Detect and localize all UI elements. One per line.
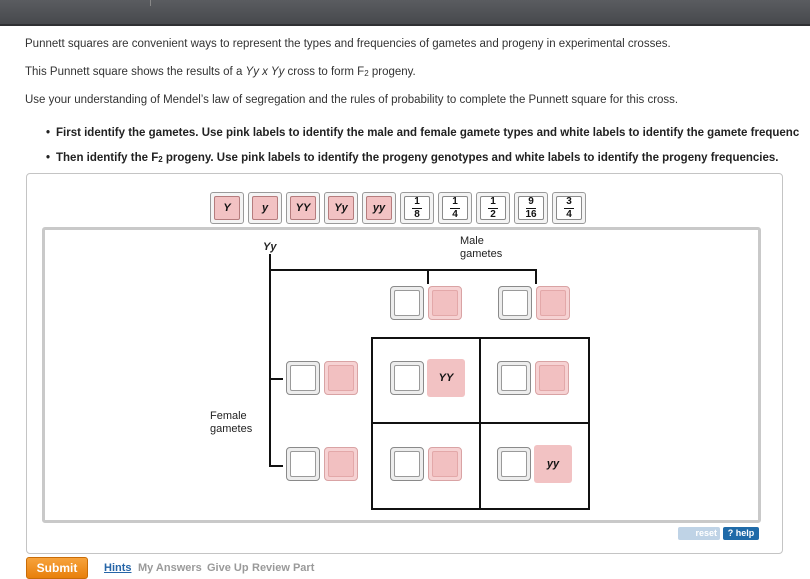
progeny-frequency-slot-1-1[interactable] <box>390 361 424 395</box>
male-gamete-frequency-slot-2[interactable] <box>498 286 532 320</box>
female-tick-line-2 <box>269 465 283 467</box>
label-text: Y <box>214 196 240 220</box>
progeny-genotype-slot-2-1[interactable] <box>428 447 462 481</box>
intro-line-2-post: progeny. <box>368 66 416 78</box>
intro-line-3: Use your understanding of Mendel’s law of segregation and the rules of probability to complete the Punnett square for this cross. <box>25 94 679 106</box>
female-gamete-type-slot-2[interactable] <box>324 447 358 481</box>
fraction <box>488 197 498 220</box>
cross-notation: Yy x Yy <box>245 66 285 78</box>
label-YY[interactable] <box>286 192 320 224</box>
instruction-text-1: First identify the gametes. Use pink labels to identify the male and female gamete types and white labels to identify the gamete frequenc <box>56 127 800 139</box>
f2-subscript: 2 <box>364 69 369 78</box>
intro-line-2-pre: This Punnett square shows the results of a <box>25 66 246 78</box>
fraction-denominator: 2 <box>490 208 496 220</box>
punnett-cell-2-1 <box>371 422 481 510</box>
submit-button[interactable]: Submit <box>26 557 88 579</box>
male-gametes-label: Male gametes <box>460 235 503 260</box>
label-Y[interactable] <box>210 192 244 224</box>
label-one-quarter[interactable] <box>438 192 472 224</box>
give-up-link[interactable]: Give Up <box>207 562 249 574</box>
intro-line-2 <box>25 66 416 78</box>
fraction-denominator: 4 <box>452 208 458 220</box>
female-gametes-label: Female gametes <box>210 410 253 435</box>
intro-line-2-mid: cross to form F <box>284 66 365 78</box>
progeny-frequency-slot-2-2[interactable] <box>497 447 531 481</box>
label-yy[interactable] <box>362 192 396 224</box>
female-gamete-frequency-slot-2[interactable] <box>286 447 320 481</box>
label-text: Yy <box>328 196 354 220</box>
progeny-genotype-slot-1-2[interactable] <box>535 361 569 395</box>
label-one-half[interactable] <box>476 192 510 224</box>
male-drop-line-1 <box>427 269 429 284</box>
label-text: yy <box>366 196 392 220</box>
label-one-eighth[interactable] <box>400 192 434 224</box>
top-toolbar <box>0 0 810 26</box>
bullet-dot: • <box>46 127 51 139</box>
review-part-link[interactable]: Review Part <box>252 562 315 574</box>
male-gamete-frequency-slot-1[interactable] <box>390 286 424 320</box>
label-Yy[interactable] <box>324 192 358 224</box>
help-button[interactable]: ? help <box>723 527 759 540</box>
label-nine-sixteenths[interactable] <box>514 192 548 224</box>
male-branch-line <box>269 269 537 271</box>
instruction-bullet-2 <box>46 152 778 164</box>
fraction-denominator: 4 <box>566 208 572 220</box>
reset-button[interactable]: reset <box>678 527 720 540</box>
progeny-frequency-slot-2-1[interactable] <box>390 447 424 481</box>
fraction-numerator: 1 <box>490 195 496 207</box>
label-text: YY <box>290 196 316 220</box>
my-answers-link[interactable]: My Answers <box>138 562 202 574</box>
progeny-genotype-label-2-2[interactable]: yy <box>534 445 572 483</box>
female-branch-line <box>269 254 271 467</box>
progeny-genotype-label-1-1[interactable]: YY <box>427 359 465 397</box>
instruction-bullet-1 <box>46 127 799 139</box>
label-three-quarters[interactable] <box>552 192 586 224</box>
fraction <box>412 197 422 220</box>
label-y[interactable] <box>248 192 282 224</box>
male-gamete-type-slot-2[interactable] <box>536 286 570 320</box>
fraction-denominator: 16 <box>525 208 537 220</box>
instruction-text-2-pre: Then identify the F <box>56 152 159 164</box>
fraction-denominator: 8 <box>414 208 420 220</box>
fraction-numerator: 1 <box>452 195 458 207</box>
female-gamete-frequency-slot-1[interactable] <box>286 361 320 395</box>
female-gamete-type-slot-1[interactable] <box>324 361 358 395</box>
intro-line-1: Punnett squares are convenient ways to represent the types and frequencies of gametes and progeny in experimental crosses. <box>25 38 671 50</box>
fraction-numerator: 1 <box>414 195 420 207</box>
female-tick-line-1 <box>269 378 283 380</box>
parent-genotype: Yy <box>263 241 277 253</box>
fraction <box>564 197 574 220</box>
fraction <box>450 197 460 220</box>
progeny-frequency-slot-1-2[interactable] <box>497 361 531 395</box>
label-text: y <box>252 196 278 220</box>
f2-subscript: 2 <box>158 155 163 164</box>
instruction-text-2-post: progeny. Use pink labels to identify the progeny genotypes and white labels to identify the progeny frequencies. <box>162 152 779 164</box>
fraction-numerator: 9 <box>528 195 534 207</box>
hints-link[interactable]: Hints <box>104 562 132 574</box>
fraction <box>525 197 536 220</box>
bullet-dot: • <box>46 152 51 164</box>
fraction-numerator: 3 <box>566 195 572 207</box>
male-drop-line-2 <box>535 269 537 284</box>
male-gamete-type-slot-1[interactable] <box>428 286 462 320</box>
toolbar-divider <box>150 0 151 6</box>
